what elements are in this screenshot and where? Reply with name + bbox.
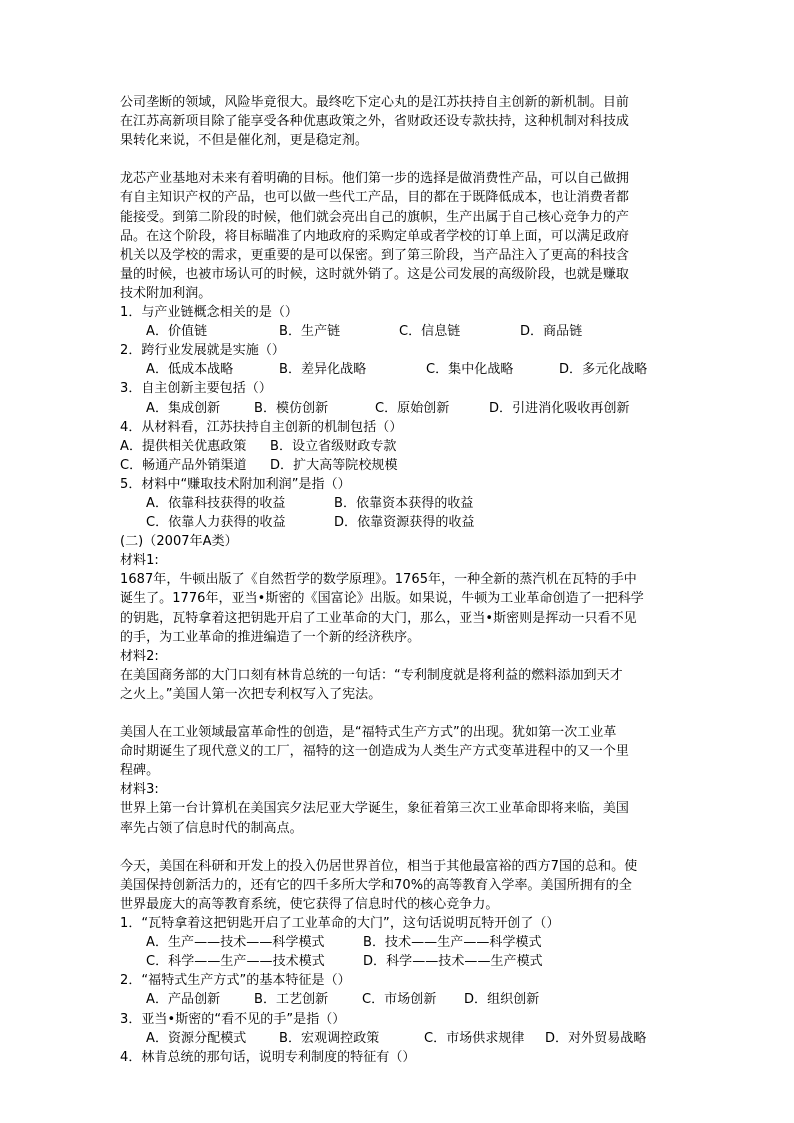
document-body (120, 93, 675, 1067)
text-line: 在美国商务部的大门口刻有林肯总统的一句话：“专利制度就是将利益的燃料添加到天才 (120, 667, 623, 683)
option-a: A．生产——技术——科学模式 (146, 935, 325, 951)
question-stem: 3．亚当•斯密的“看不见的手”是指（） (120, 1011, 346, 1027)
option-d: D．扩大高等院校规模 (270, 457, 398, 473)
option-c: C．集中化战略 (426, 362, 514, 378)
text-line: 1687年，牛顿出版了《自然哲学的数学原理》。1765年，一种全新的蒸汽机在瓦特的手中 (120, 572, 637, 588)
question-stem: 1．“瓦特拿着这把钥匙开启了工业革命的大门”，这句话说明瓦特开创了（） (120, 916, 560, 932)
option-a: A．集成创新 (146, 400, 221, 416)
longxin-paragraph (120, 169, 675, 303)
blank-line (120, 838, 675, 857)
option-a: A．价值链 (146, 324, 208, 340)
material-3-text (120, 799, 675, 837)
material-label: 材料3: (120, 782, 159, 798)
question-s1-q2 (120, 341, 675, 379)
blank-line (120, 150, 675, 169)
question-s2-q4 (120, 1048, 675, 1067)
option-c: C．市场创新 (362, 992, 437, 1008)
option-b: B．生产链 (279, 324, 341, 340)
option-c: C．科学——生产——技术模式 (146, 954, 325, 970)
question-s1-q3 (120, 379, 675, 417)
question-s2-q3 (120, 1010, 675, 1048)
text-line: 技术附加利润。 (120, 285, 212, 301)
material-label: 材料1: (120, 553, 159, 569)
option-b: B．模仿创新 (254, 400, 329, 416)
options-row (120, 322, 675, 341)
question-stem: 1．与产业链概念相关的是（） (120, 305, 298, 321)
options-row (120, 437, 675, 456)
options-row (120, 933, 675, 952)
option-a: A．提供相关优惠政策 (120, 438, 247, 454)
text-line: 世界最庞大的高等教育系统，使它获得了信息时代的核心竞争力。 (120, 896, 499, 912)
options-row (120, 360, 675, 379)
question-s1-q5 (120, 475, 675, 532)
text-line: 之火上。”美国人第一次把专利权写入了宪法。 (120, 686, 382, 702)
option-b: B．技术——生产——科学模式 (363, 935, 542, 951)
options-row (120, 952, 675, 971)
text-line: 世界上第一台计算机在美国宾夕法尼亚大学诞生，象征着第三次工业革命即将来临，美国 (120, 801, 629, 817)
option-c: C．畅通产品外销渠道 (120, 457, 247, 473)
material-2-text (120, 666, 675, 704)
option-c: C．市场供求规律 (424, 1030, 525, 1046)
text-line: 美国人在工业领域最富革命性的创造，是“福特式生产方式”的出现。犹如第一次工业革 (120, 725, 617, 741)
text-line: 诞生了。1776年，亚当•斯密的《国富论》出版。如果说，牛顿为工业革命创造了一把科学 (120, 591, 644, 607)
text-line: 今天，美国在科研和开发上的投入仍居世界首位，相当于其他最富裕的西方7国的总和。使 (120, 858, 638, 874)
text-line: 命时期诞生了现代意义的工厂，福特的这一创造成为人类生产方式变革进程中的又一个里 (120, 744, 629, 760)
option-b: B．工艺创新 (254, 992, 329, 1008)
option-d: D．组织创新 (464, 992, 540, 1008)
blank-line (120, 704, 675, 723)
question-stem: 3．自主创新主要包括（） (120, 381, 272, 397)
text-line: 机关以及学校的需求，更重要的是可以保密。到了第三阶段，当产品注入了更高的科技含 (120, 247, 629, 263)
option-b: B．设立省级财政专款 (270, 438, 397, 454)
question-s2-q1 (120, 914, 675, 971)
text-line: 的手，为工业革命的推进编造了一个新的经济秩序。 (120, 629, 421, 645)
option-b: B．宏观调控政策 (279, 1030, 380, 1046)
text-line: 率先占领了信息时代的制高点。 (120, 820, 303, 836)
question-stem: 5．材料中“赚取技术附加利润”是指（） (120, 476, 351, 492)
text-line: 能接受。到第二阶段的时候，他们就会亮出自己的旗帜，生产出属于自己核心竞争力的产 (120, 209, 629, 225)
text-line: 果转化来说，不但是催化剂，更是稳定剂。 (120, 133, 368, 149)
text-line: 有自主知识产权的产品，也可以做一些代工产品，目的都在于既降低成本，也让消费者都 (120, 190, 629, 206)
text-line: 公司垄断的领域，风险毕竟很大。最终吃下定心丸的是江苏扶持自主创新的新机制。目前 (120, 95, 629, 110)
question-s2-q2 (120, 971, 675, 1009)
question-stem: 2．跨行业发展就是实施（） (120, 343, 285, 359)
option-a: A．产品创新 (146, 992, 221, 1008)
question-stem: 4．从材料看，江苏扶持自主创新的机制包括（） (120, 419, 403, 435)
option-c: C．依靠人力获得的收益 (146, 515, 286, 531)
option-d: D．对外贸易战略 (545, 1030, 647, 1046)
options-row (120, 456, 675, 475)
material-1-text (120, 570, 675, 646)
question-s1-q4 (120, 418, 675, 475)
material-2-text-continued (120, 723, 675, 780)
text-line: 的钥匙，瓦特拿着这把钥匙开启了工业革命的大门，那么，亚当•斯密则是挥动一只看不见 (120, 610, 637, 626)
options-row (120, 990, 675, 1009)
intro-paragraph (120, 93, 675, 150)
option-c: C．信息链 (399, 324, 461, 340)
question-stem: 2．“福特式生产方式”的基本特征是（） (120, 973, 351, 989)
option-a: A．依靠科技获得的收益 (146, 495, 286, 511)
option-d: D．科学——技术——生产模式 (363, 954, 543, 970)
option-d: D．依靠资源获得的收益 (334, 515, 475, 531)
section-heading: (二)（2007年A类） (120, 534, 238, 550)
option-d: D．多元化战略 (559, 362, 648, 378)
option-a: A．低成本战略 (146, 362, 234, 378)
text-line: 在江苏高新项目除了能享受各种优惠政策之外，省财政还设专款扶持，这种机制对科技成 (120, 114, 629, 130)
question-stem: 4．林肯总统的那句话，说明专利制度的特征有（） (120, 1049, 416, 1065)
material-label: 材料2: (120, 648, 159, 664)
text-line: 品。在这个阶段，将目标瞄准了内地政府的采购定单或者学校的订单上面，可以满足政府 (120, 228, 629, 244)
option-c: C．原始创新 (375, 400, 450, 416)
options-row (120, 513, 675, 532)
text-line: 量的时候，也被市场认可的时候，这时就外销了。这是公司发展的高级阶段，也就是赚取 (120, 266, 629, 282)
options-row (120, 399, 675, 418)
question-s1-q1 (120, 303, 675, 341)
option-a: A．资源分配模式 (146, 1030, 247, 1046)
text-line: 程碑。 (120, 763, 160, 779)
option-b: B．差异化战略 (279, 362, 367, 378)
text-line: 美国保持创新活力的，还有它的四千多所大学和70%的高等教育入学率。美国所拥有的全 (120, 877, 632, 893)
material-3-text-continued (120, 857, 675, 914)
text-line: 龙芯产业基地对未来有着明确的目标。他们第一步的选择是做消费性产品，可以自己做拥 (120, 171, 629, 187)
options-row (120, 494, 675, 513)
option-b: B．依靠资本获得的收益 (334, 495, 474, 511)
option-d: D．商品链 (520, 324, 583, 340)
option-d: D．引进消化吸收再创新 (489, 400, 630, 416)
options-row (120, 1029, 675, 1048)
